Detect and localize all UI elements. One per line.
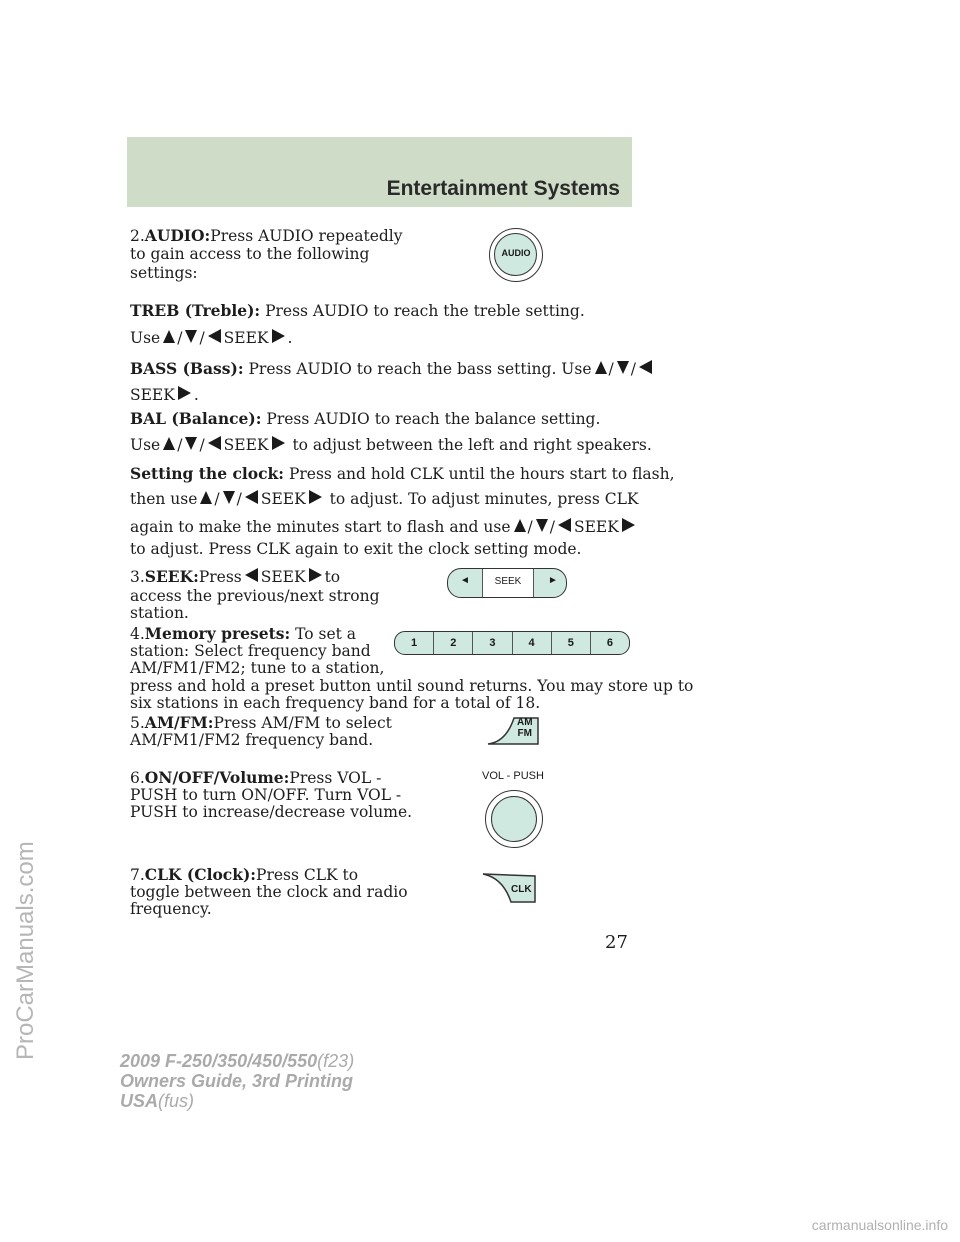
up-arrow-icon [163, 437, 175, 450]
volume-line-3: PUSH to increase/decrease volume. [130, 803, 413, 821]
footer-line-2: Owners Guide, 3rd Printing [120, 1071, 354, 1091]
section-title: Entertainment Systems [386, 177, 620, 200]
volume-text: Press VOL - [289, 769, 382, 787]
clk-text: Press CLK to [256, 866, 359, 884]
presets-label: Memory presets: [144, 624, 291, 643]
balance-suffix: to adjust between the left and right speakers. [292, 436, 652, 454]
presets-line-2: station: Select frequency band [130, 642, 371, 660]
preset-buttons [394, 631, 630, 655]
down-arrow-icon [185, 330, 197, 343]
seek-button-center [482, 569, 534, 597]
am-label: AM [517, 717, 533, 728]
clock-set-then-use: then use [130, 490, 198, 508]
presets-text: To set a [295, 625, 357, 643]
seek-line-2: access the previous/next strong [130, 587, 380, 605]
seek-right-arrow-icon [309, 490, 322, 504]
balance-label: BAL (Balance): [130, 409, 262, 428]
down-arrow-icon [617, 361, 629, 374]
header-band [127, 137, 632, 207]
use-text: Use [130, 436, 161, 454]
footer-market-code: (fus) [158, 1091, 195, 1111]
footer-market: USA [120, 1091, 159, 1111]
presets-line-4: press and hold a preset button until sound returns. You may store up to [130, 677, 694, 695]
footer-model: 2009 F-250/350/450/550 [120, 1051, 318, 1071]
slash: / [199, 329, 205, 347]
seek-left-arrow-icon [639, 360, 652, 374]
seek-button-label: SEEK [494, 576, 522, 587]
volume-number: 6. [130, 769, 145, 787]
seek-text: SEEK [260, 568, 306, 586]
balance-line-2 [130, 436, 652, 455]
seek-button[interactable] [447, 568, 567, 598]
seek-left-icon[interactable]: ◄ [460, 575, 470, 586]
seek-left-arrow-icon [245, 568, 258, 582]
period: . [287, 329, 293, 347]
presets-line-5: six stations in each frequency band for a total of 18. [130, 694, 541, 712]
amfm-line-2: AM/FM1/FM2 frequency band. [130, 731, 374, 749]
seek-press: Press [198, 568, 242, 586]
clk-line-1 [130, 865, 358, 885]
audio-text: Press AUDIO repeatedly [210, 227, 403, 245]
seek-left-arrow-icon [208, 436, 221, 450]
clock-set-line-3-prefix: again to make the minutes start to flash and use [130, 518, 511, 536]
preset-button-2[interactable]: 2 [434, 632, 473, 654]
slash: / [630, 360, 636, 378]
clock-set-line-2-suffix: to adjust. To adjust minutes, press CLK [329, 490, 639, 508]
up-arrow-icon [200, 491, 212, 504]
slash: / [549, 518, 555, 536]
up-arrow-icon [163, 330, 175, 343]
fm-label: FM [517, 728, 532, 739]
clk-line-3: frequency. [130, 900, 212, 918]
page-number: 27 [605, 932, 628, 953]
vol-push-label: VOL - PUSH [482, 770, 544, 782]
seek-right-arrow-icon [622, 518, 635, 532]
seek-label: SEEK: [144, 567, 199, 586]
slash: / [236, 490, 242, 508]
down-arrow-icon [185, 437, 197, 450]
clock-set-line-3 [130, 518, 638, 537]
preset-button-1[interactable]: 1 [395, 632, 434, 654]
treble-text: Press AUDIO to reach the treble setting. [265, 302, 585, 320]
seek-text: SEEK [223, 329, 269, 347]
footer-line-3 [120, 1091, 354, 1111]
amfm-button-label [517, 717, 533, 739]
balance-line-1 [130, 409, 600, 429]
seek-left-arrow-icon [245, 490, 258, 504]
seek-right-arrow-icon [272, 436, 285, 450]
treble-line-1 [130, 301, 585, 321]
slash: / [214, 490, 220, 508]
clock-set-line-4: to adjust. Press CLK again to exit the clock setting mode. [130, 540, 582, 558]
seek-text: SEEK [573, 518, 619, 536]
seek-line-3: station. [130, 604, 189, 622]
footer-model-code: (f23) [317, 1051, 355, 1071]
slash: / [527, 518, 533, 536]
balance-text: Press AUDIO to reach the balance setting. [266, 410, 601, 428]
treble-line-2 [130, 329, 292, 348]
clk-button-label: CLK [511, 884, 532, 895]
amfm-label: AM/FM: [144, 713, 214, 732]
slash: / [177, 329, 183, 347]
seek-left-arrow-icon [558, 518, 571, 532]
amfm-text: Press AM/FM to select [213, 714, 392, 732]
preset-button-6[interactable]: 6 [606, 637, 613, 649]
seek-right-arrow-icon [309, 568, 322, 582]
volume-knob[interactable] [485, 790, 543, 848]
presets-number: 4. [130, 625, 145, 643]
bass-line-1 [130, 359, 655, 379]
up-arrow-icon [514, 519, 526, 532]
footer-info [120, 1051, 354, 1111]
clock-set-line-2 [130, 490, 638, 509]
amfm-line-1 [130, 713, 392, 733]
audio-line-3: settings: [130, 264, 198, 282]
footer-watermark: carmanualsonline.info [811, 1217, 948, 1233]
seek-number: 3. [130, 568, 145, 586]
volume-label: ON/OFF/Volume: [144, 768, 290, 787]
footer-line-1 [120, 1051, 354, 1071]
presets-line-1 [130, 624, 356, 644]
amfm-number: 5. [130, 714, 145, 732]
slash: / [608, 360, 614, 378]
audio-label: AUDIO: [144, 226, 211, 245]
volume-knob-face [491, 796, 537, 842]
volume-line-2: PUSH to turn ON/OFF. Turn VOL - [130, 786, 402, 804]
bass-text: Press AUDIO to reach the bass setting. Use [248, 360, 592, 378]
seek-text: SEEK [130, 386, 175, 404]
seek-to: to [324, 568, 341, 586]
up-arrow-icon [595, 361, 607, 374]
period: . [193, 386, 199, 404]
preset-button-5[interactable]: 5 [552, 632, 591, 654]
clk-number: 7. [130, 866, 145, 884]
treble-label: TREB (Treble): [130, 301, 261, 320]
volume-line-1 [130, 768, 381, 788]
seek-right-arrow-icon [272, 329, 285, 343]
audio-button[interactable] [489, 228, 543, 282]
seek-right-arrow-icon [178, 386, 191, 400]
seek-right-icon[interactable]: ► [548, 575, 558, 586]
seek-text: SEEK [260, 490, 306, 508]
presets-line-3: AM/FM1/FM2; tune to a station, [130, 659, 385, 677]
down-arrow-icon [536, 519, 548, 532]
preset-button-3[interactable]: 3 [473, 632, 512, 654]
bass-line-2 [130, 386, 199, 405]
clk-line-2: toggle between the clock and radio [130, 883, 408, 901]
clock-set-line-1 [130, 464, 675, 484]
side-watermark: ProCarManuals.com [12, 841, 39, 1060]
slash: / [177, 436, 183, 454]
audio-line-1 [130, 226, 403, 246]
audio-button-label: AUDIO [501, 248, 531, 258]
preset-button-4[interactable]: 4 [513, 632, 552, 654]
clock-set-text: Press and hold CLK until the hours start to flash, [288, 465, 675, 483]
down-arrow-icon [223, 491, 235, 504]
seek-line-1 [130, 567, 340, 587]
clock-set-label: Setting the clock: [130, 464, 285, 483]
slash: / [199, 436, 205, 454]
use-text: Use [130, 329, 161, 347]
audio-line-2: to gain access to the following [130, 245, 370, 263]
bass-label: BASS (Bass): [130, 359, 244, 378]
audio-number: 2. [130, 227, 145, 245]
seek-text: SEEK [223, 436, 269, 454]
seek-left-arrow-icon [208, 329, 221, 343]
clk-label: CLK (Clock): [144, 865, 257, 884]
